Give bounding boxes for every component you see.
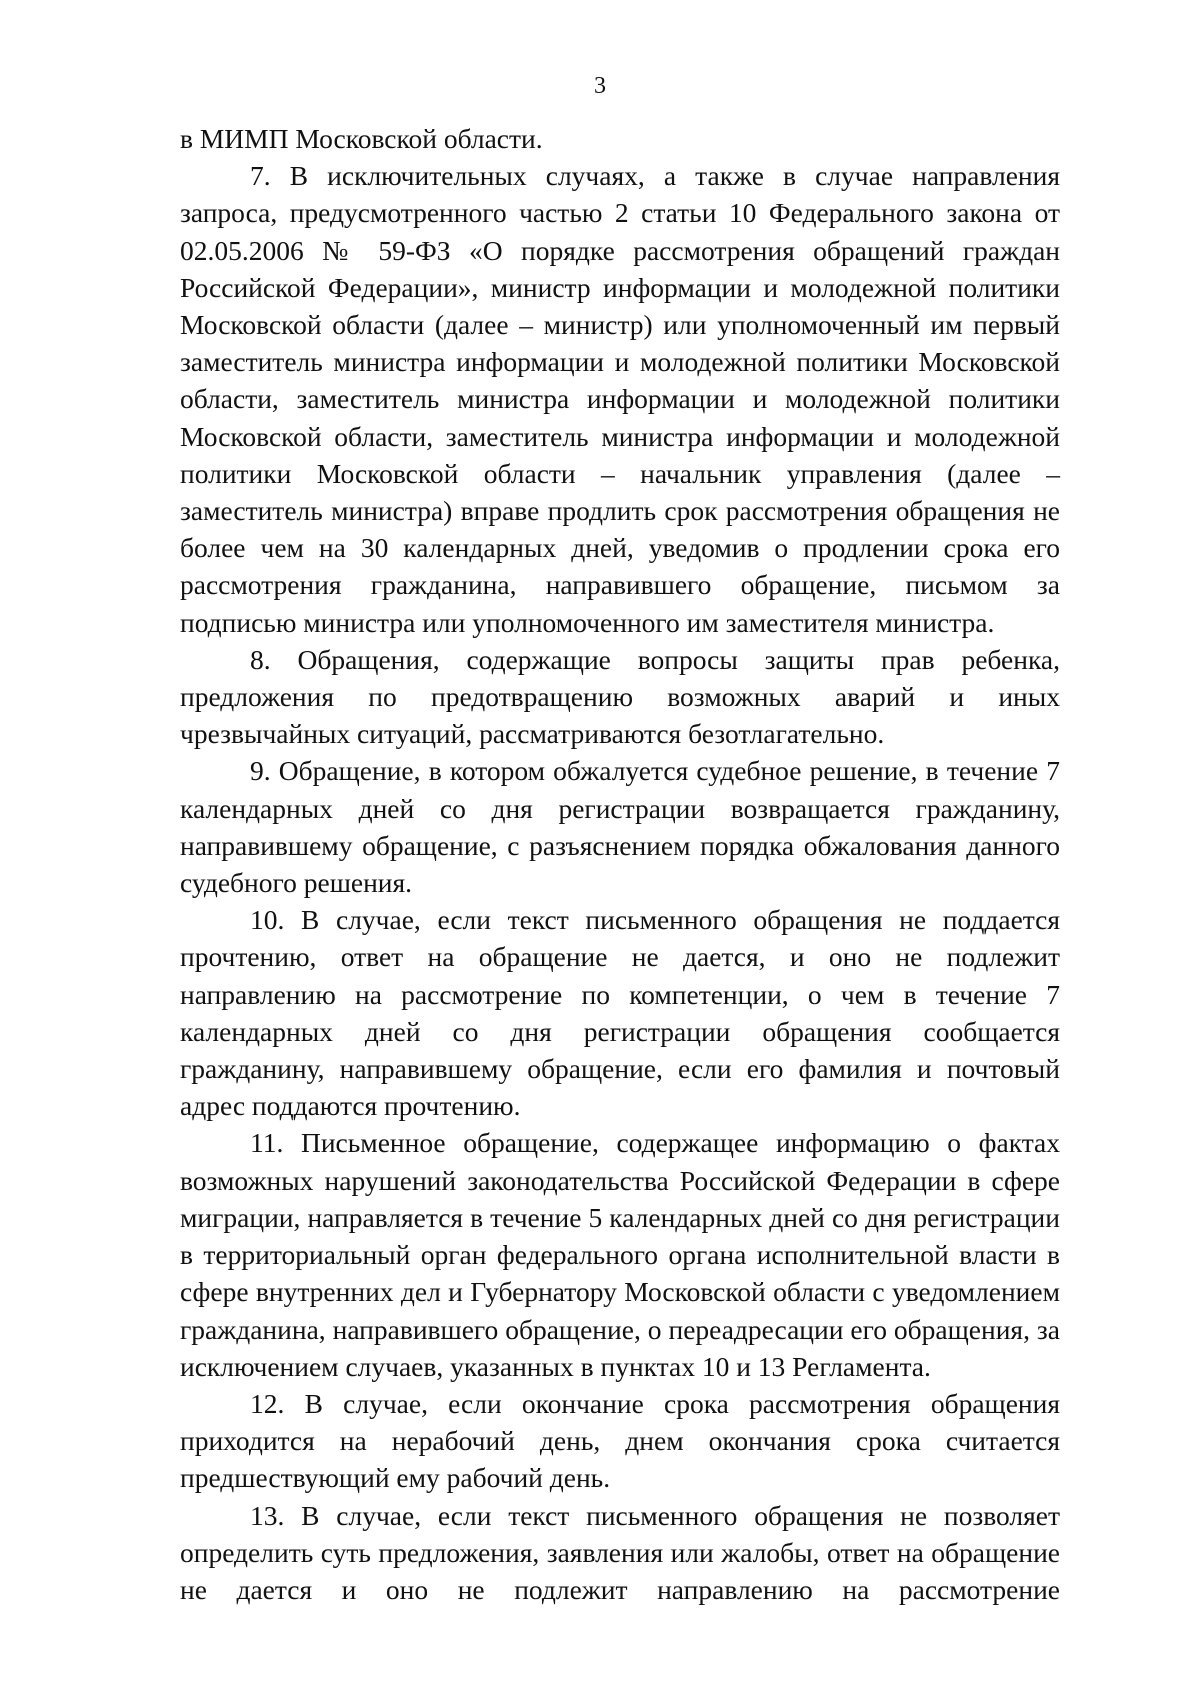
paragraph-continuation: в МИМП Московской области. <box>180 123 543 154</box>
paragraph-item-7: 7. В исключительных случаях, а также в случае направления запроса, предусмотренного частью 2 статьи 10 Федерального закона от 02.05.2006 № 59-ФЗ «О порядке рассмотрения обращений граждан Российской Федерации», министр информации и молодежной политики Московской области (далее – министр) или уполномоченный им первый заместитель министра информации и молодежной политики Московской области, заместитель министра информации и молодежной политики Московской области, заместитель министра информации и молодежной политики Московской области – начальник управления (далее – заместитель министра) вправе продлить срок рассмотрения обращения не более чем на 30 календарных дней, уведомив о продлении срока его рассмотрения гражданина, направившего обращение, письмом за подписью министра или уполномоченного им заместителя министра. <box>180 160 1060 638</box>
paragraph-item-10: 10. В случае, если текст письменного обращения не поддается прочтению, ответ на обращение не дается, и оно не подлежит направлению на рассмотрение по компетенции, о чем в течение 7 календарных дней со дня регистрации обращения сообщается гражданину, направившему обращение, если его фамилия и почтовый адрес поддаются прочтению. <box>180 904 1060 1122</box>
paragraph-item-8: 8. Обращения, содержащие вопросы защиты прав ребенка, предложения по предотвращению возможных аварий и иных чрезвычайных ситуаций, рассматриваются безотлагательно. <box>180 643 1060 750</box>
paragraph-item-13: 13. В случае, если текст письменного обращения не позволяет определить суть предложения, заявления или жалобы, ответ на обращение не дается и оно не подлежит направлению на рассмотрение <box>180 1499 1060 1605</box>
page-number: 3 <box>594 73 606 99</box>
paragraph-item-12: 12. В случае, если окончание срока рассмотрения обращения приходится на нерабочий день, днем окончания срока считается предшествующий ему рабочий день. <box>180 1387 1060 1494</box>
paragraph-item-9: 9. Обращение, в котором обжалуется судебное решение, в течение 7 календарных дней со дня регистрации возвращается гражданину, направившему обращение, с разъяснением порядка обжалования данного судебного решения. <box>180 755 1060 899</box>
document-body <box>180 120 1060 1608</box>
paragraph-item-11: 11. Письменное обращение, содержащее информацию о фактах возможных нарушений законодательства Российской Федерации в сфере миграции, направляется в течение 5 календарных дней со дня регистрации в территориальный орган федерального органа исполнительной власти в сфере внутренних дел и Губернатору Московской области с уведомлением гражданина, направившего обращение, о переадресации его обращения, за исключением случаев, указанных в пунктах 10 и 13 Регламента. <box>180 1127 1060 1382</box>
